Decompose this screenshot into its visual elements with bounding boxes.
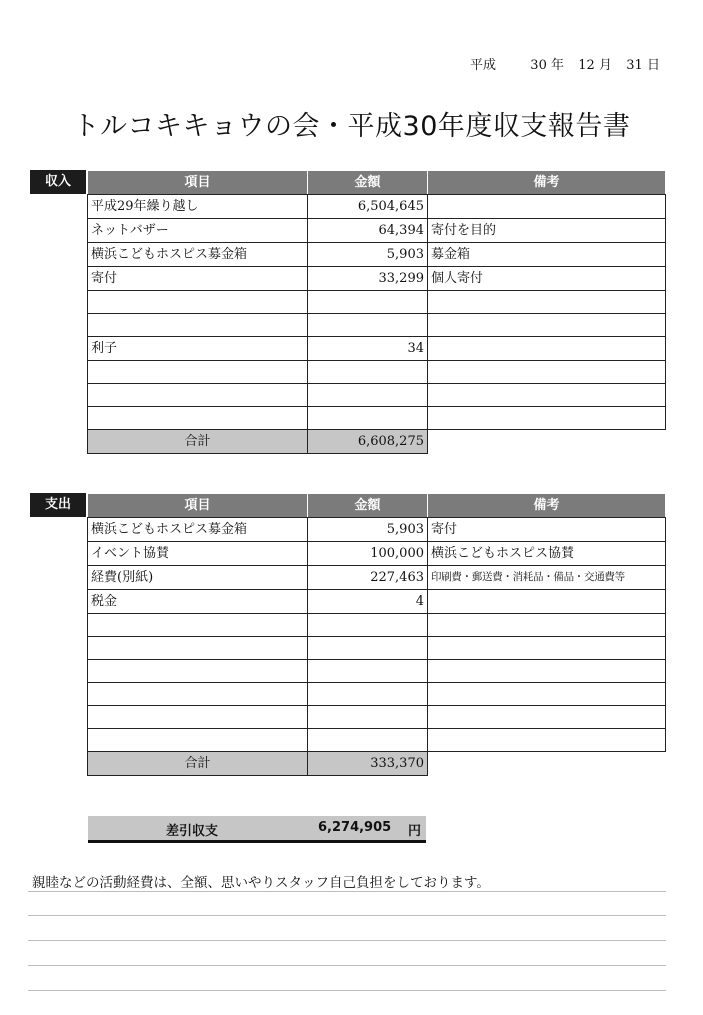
- income-cell-amount: 6,504,645: [308, 195, 428, 219]
- net-balance-label: 差引収支: [166, 824, 219, 839]
- expense-cell-amount: 5,903: [308, 518, 428, 542]
- income-row: [88, 219, 666, 243]
- income-table: [87, 170, 666, 454]
- income-total-label: 合計: [88, 430, 308, 454]
- income-cell-note: [428, 195, 666, 219]
- income-row: [88, 337, 666, 361]
- expense-cell-item: イベント協賛: [88, 542, 308, 566]
- report-date: [470, 54, 660, 73]
- expense-row: [88, 542, 666, 566]
- income-total-row: [88, 430, 666, 454]
- income-total-value: 6,608,275: [308, 430, 428, 454]
- expense-cell-note: [428, 637, 666, 660]
- income-cell-note: 募金箱: [428, 243, 666, 267]
- page-title: トルコキキョウの会・平成30年度収支報告書: [72, 111, 631, 142]
- net-balance: [88, 816, 426, 843]
- expense-cell-note: [428, 729, 666, 752]
- income-cell-item: ネットバザー: [88, 219, 308, 243]
- income-cell-item: 平成29年繰り越し: [88, 195, 308, 219]
- income-cell-note: [428, 407, 666, 430]
- income-cell-item: [88, 291, 308, 314]
- income-cell-amount: [308, 407, 428, 430]
- date-day: 31: [626, 58, 643, 73]
- ruled-line: [28, 965, 666, 966]
- income-cell-amount: [308, 384, 428, 407]
- expense-row: [88, 637, 666, 660]
- income-header-row: [88, 171, 666, 195]
- income-header-item: 項目: [88, 171, 308, 195]
- expense-cell-item: [88, 637, 308, 660]
- income-cell-note: [428, 337, 666, 361]
- income-cell-item: [88, 361, 308, 384]
- income-cell-amount: 5,903: [308, 243, 428, 267]
- income-cell-item: [88, 407, 308, 430]
- income-header-amount: 金額: [308, 171, 428, 195]
- income-cell-note: 寄付を目的: [428, 219, 666, 243]
- expense-cell-item: 税金: [88, 590, 308, 614]
- income-cell-item: 利子: [88, 337, 308, 361]
- income-total-blank: [428, 430, 666, 454]
- expense-cell-note: [428, 590, 666, 614]
- expense-cell-note: [428, 660, 666, 683]
- income-cell-item: [88, 384, 308, 407]
- income-row: [88, 384, 666, 407]
- expense-cell-amount: [308, 729, 428, 752]
- income-row: [88, 291, 666, 314]
- expense-row: [88, 706, 666, 729]
- expense-cell-item: [88, 614, 308, 637]
- income-row: [88, 361, 666, 384]
- date-era: 平成: [470, 58, 497, 73]
- income-cell-item: 横浜こどもホスピス募金箱: [88, 243, 308, 267]
- income-header-note: 備考: [428, 171, 666, 195]
- date-day-unit: 日: [646, 58, 660, 73]
- date-year-unit: 年: [550, 58, 564, 73]
- date-year: 30: [530, 58, 547, 73]
- expense-total-label: 合計: [88, 752, 308, 776]
- date-month-unit: 月: [598, 58, 612, 73]
- income-row: [88, 314, 666, 337]
- expense-row: [88, 683, 666, 706]
- income-row: [88, 243, 666, 267]
- income-cell-note: [428, 291, 666, 314]
- expense-cell-amount: [308, 660, 428, 683]
- expense-total-row: [88, 752, 666, 776]
- expense-cell-item: [88, 660, 308, 683]
- expense-total-blank: [428, 752, 666, 776]
- income-cell-note: [428, 384, 666, 407]
- income-cell-item: [88, 314, 308, 337]
- income-row: [88, 195, 666, 219]
- expense-cell-note: 横浜こどもホスピス協賛: [428, 542, 666, 566]
- footnote: 親睦などの活動経費は、全額、思いやりスタッフ自己負担をしております。: [32, 875, 490, 891]
- expense-cell-note: 寄付: [428, 518, 666, 542]
- expense-cell-item: 横浜こどもホスピス募金箱: [88, 518, 308, 542]
- ruled-line: [28, 891, 666, 892]
- expense-cell-amount: 4: [308, 590, 428, 614]
- expense-cell-note: [428, 683, 666, 706]
- expense-row: [88, 518, 666, 542]
- expense-cell-amount: 227,463: [308, 566, 428, 590]
- expense-cell-note: 印刷費・郵送費・消耗品・備品・交通費等: [428, 566, 666, 590]
- net-balance-unit: 円: [408, 824, 422, 839]
- expense-header-amount: 金額: [308, 494, 428, 518]
- income-row: [88, 267, 666, 291]
- expense-row: [88, 660, 666, 683]
- expense-cell-amount: [308, 614, 428, 637]
- expense-cell-amount: [308, 683, 428, 706]
- expense-cell-note: [428, 614, 666, 637]
- expense-header-item: 項目: [88, 494, 308, 518]
- income-cell-note: 個人寄付: [428, 267, 666, 291]
- ruled-line: [28, 990, 666, 991]
- income-cell-amount: [308, 314, 428, 337]
- expense-row: [88, 729, 666, 752]
- expense-cell-item: [88, 729, 308, 752]
- income-cell-amount: 33,299: [308, 267, 428, 291]
- expense-cell-note: [428, 706, 666, 729]
- expense-cell-item: [88, 706, 308, 729]
- income-row: [88, 407, 666, 430]
- expense-cell-amount: [308, 706, 428, 729]
- income-cell-amount: [308, 291, 428, 314]
- expense-cell-item: [88, 683, 308, 706]
- expense-cell-amount: [308, 637, 428, 660]
- net-balance-value: 6,274,905: [318, 820, 392, 835]
- income-cell-item: 寄付: [88, 267, 308, 291]
- expense-tag: 支出: [30, 493, 86, 517]
- income-cell-amount: 34: [308, 337, 428, 361]
- income-cell-amount: [308, 361, 428, 384]
- expense-row: [88, 590, 666, 614]
- income-tag: 収入: [30, 170, 86, 194]
- date-month: 12: [578, 58, 595, 73]
- expense-table: [87, 493, 666, 776]
- ruled-line: [28, 940, 666, 941]
- expense-row: [88, 566, 666, 590]
- income-cell-amount: 64,394: [308, 219, 428, 243]
- ruled-line: [28, 915, 666, 916]
- income-cell-note: [428, 361, 666, 384]
- expense-header-note: 備考: [428, 494, 666, 518]
- expense-cell-amount: 100,000: [308, 542, 428, 566]
- expense-row: [88, 614, 666, 637]
- income-cell-note: [428, 314, 666, 337]
- expense-total-value: 333,370: [308, 752, 428, 776]
- expense-cell-item: 経費(別紙): [88, 566, 308, 590]
- expense-header-row: [88, 494, 666, 518]
